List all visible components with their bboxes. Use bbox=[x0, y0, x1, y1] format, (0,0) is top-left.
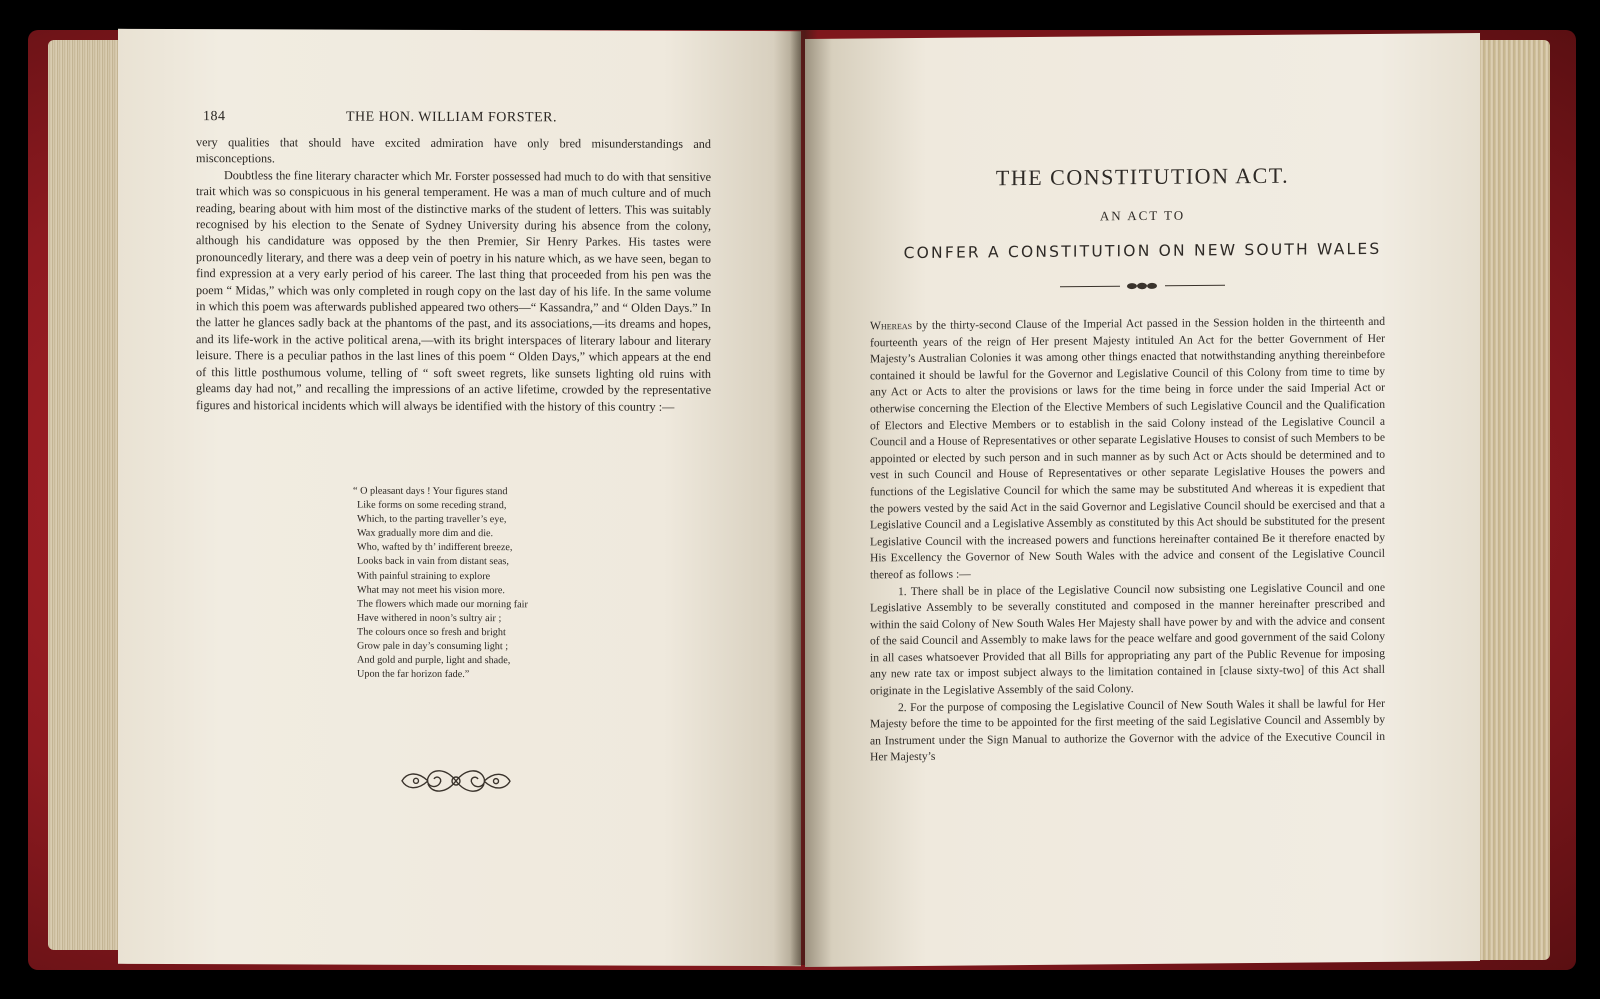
poem-line: Like forms on some receding strand, bbox=[357, 499, 507, 512]
left-page-header bbox=[203, 109, 718, 126]
paragraph: Doubtless the fine literary character which Mr. Forster possessed had much to do with that sensitive trait which was so conspicuous in his general temperament. He was a man of much culture and of much reading, bearing about with him most of the distinctive marks of the student of letters. This was suitably recognised by his election to the Senate of Sydney University during his absence from the colony, although his candidature was opposed by the then Premier, Sir Henry Parkes. His tastes were pronouncedly literary, and there was a deep vein of poetry in his nature which, as we have seen, began to find expression at a very early period of his career. The last thing that proceeded from his pen was the poem “ Midas,” which was only completed in rough copy on the last day of his life. In the same volume in which this poem was afterwards published appeared two others—“ Kassandra,” and “ Olden Days.” In the latter he glances sadly back at the phantoms of the past, and its associations,—its dreams and hopes, and its life-work in the active political arena,—with its bright interspaces of literary labour and literary leisure. There is a peculiar pathos in the last lines of this poem “ Olden Days,” which appears at the end of this little posthumous volume, telling of “ soft sweet regrets, like sunsets lighting old ruins with gleams day had not,” and recalling the impressions of an active lifetime, crowded by the representative figures and historical incidents which will always be identified with the history of this country :— bbox=[196, 167, 711, 414]
clause: 2. For the purpose of composing the Legislative Council of New South Wales it shall be lawful for Her Majesty before the time to be appointed for the first meeting of the said Legislative Council and Assembly by an Instrument under the Sign Manual to authorize the Governor with the advice of the Executive Council in Her Majesty’s bbox=[870, 696, 1385, 764]
poem-olden-days bbox=[353, 485, 603, 683]
opening-word: Whereas bbox=[870, 319, 913, 333]
poem-line: Wax gradually more dim and die. bbox=[357, 527, 494, 540]
preamble-text: by the thirty-second Clause of the Imperial Act passed in the Session holden in the thirteenth and fourteenth years of the reign of Her present Majesty intituled An Act for the better Government of Her Majesty’s Australian Colonies it was among other things enacted that notwithstanding anything thereinbefore contained it should be lawful for the Governor and Legislative Council of this Colony from time to time by any Act or Acts to alter the provisions or laws for the time being in force under the said Imperial Act or otherwise concerning the Election of the Elective Members of such Legislative Council and the Qualification of Electors and Elective Members or to establish in the said Colony instead of the Legislative Council a Council and a House of Representatives or other separate Legislative Houses to consist of such Members to be appointed or elected by such person and in such manner as by such Act or Acts should be determined and to vest in such Council and House of Representatives or other separate Legislative Houses the powers and functions of the Legislative Council for which the same may be substituted And whereas it is expedient that the powers vested by the said Act in the said Governor and Legislative Council should be exercised and that a Legislative Council and a Legislative Assembly as constituted by this Act should be substituted for the present Legislative Council with the increased powers and functions hereinafter contained Be it therefore enacted by His Excellency the Governor of New South Wales with the advice and consent of the Legislative Council thereof as follows :— bbox=[870, 314, 1385, 582]
poem-line: Grow pale in day’s consuming light ; bbox=[357, 640, 509, 653]
poem-line: The colours once so fresh and bright bbox=[357, 626, 506, 639]
decorative-rule bbox=[1060, 280, 1225, 291]
poem-line: What may not meet his vision more. bbox=[357, 584, 505, 596]
poem-line: Looks back in vain from distant seas, bbox=[357, 556, 509, 568]
act-heading: CONFER A CONSTITUTION ON NEW SOUTH WALES bbox=[903, 239, 1382, 263]
act-body-text bbox=[870, 314, 1385, 767]
decorative-ornament bbox=[396, 760, 516, 802]
right-page bbox=[805, 33, 1480, 967]
paragraph: very qualities that should have excited admiration have only bred misunderstandings and misconceptions. bbox=[196, 135, 711, 166]
poem-line: Who, wafted by th’ indifferent breeze, bbox=[357, 542, 513, 554]
poem-line: Upon the far horizon fade.” bbox=[357, 668, 470, 681]
poem-line: With painful straining to explore bbox=[357, 570, 491, 582]
page-number: 184 bbox=[203, 109, 226, 125]
left-page bbox=[118, 29, 801, 966]
left-body-text bbox=[196, 134, 711, 415]
preamble bbox=[870, 314, 1385, 584]
poem-line: “ O pleasant days ! Your figures stand bbox=[353, 485, 508, 498]
clause: 1. There shall be in place of the Legislative Council now subsisting one Legislative Council and one Legislative Assembly to be severally constituted and composed in the manner hereinafter prescribed and within the said Colony of New South Wales Her Majesty shall have power by and with the advice and consent of the said Council and Assembly to make laws for the peace welfare and good government of the said Colony in all cases whatsoever Provided that all Bills for appropriating any part of the Public Revenue for imposing any new rate tax or impost subject always to the limitation contained in [clause sixty-two] of this Act shall originate in the Legislative Assembly of the said Colony. bbox=[870, 580, 1385, 698]
right-page-edges bbox=[1475, 40, 1550, 960]
act-subtitle: AN ACT TO bbox=[1099, 207, 1186, 224]
poem-line: And gold and purple, light and shade, bbox=[357, 654, 511, 667]
poem-line: Which, to the parting traveller’s eye, bbox=[357, 513, 507, 526]
act-title: THE CONSTITUTION ACT. bbox=[995, 162, 1290, 191]
poem-line: Have withered in noon’s sultry air ; bbox=[357, 612, 502, 624]
poem-line: The flowers which made our morning fair bbox=[357, 598, 528, 610]
running-head: THE HON. WILLIAM FORSTER. bbox=[346, 109, 557, 126]
